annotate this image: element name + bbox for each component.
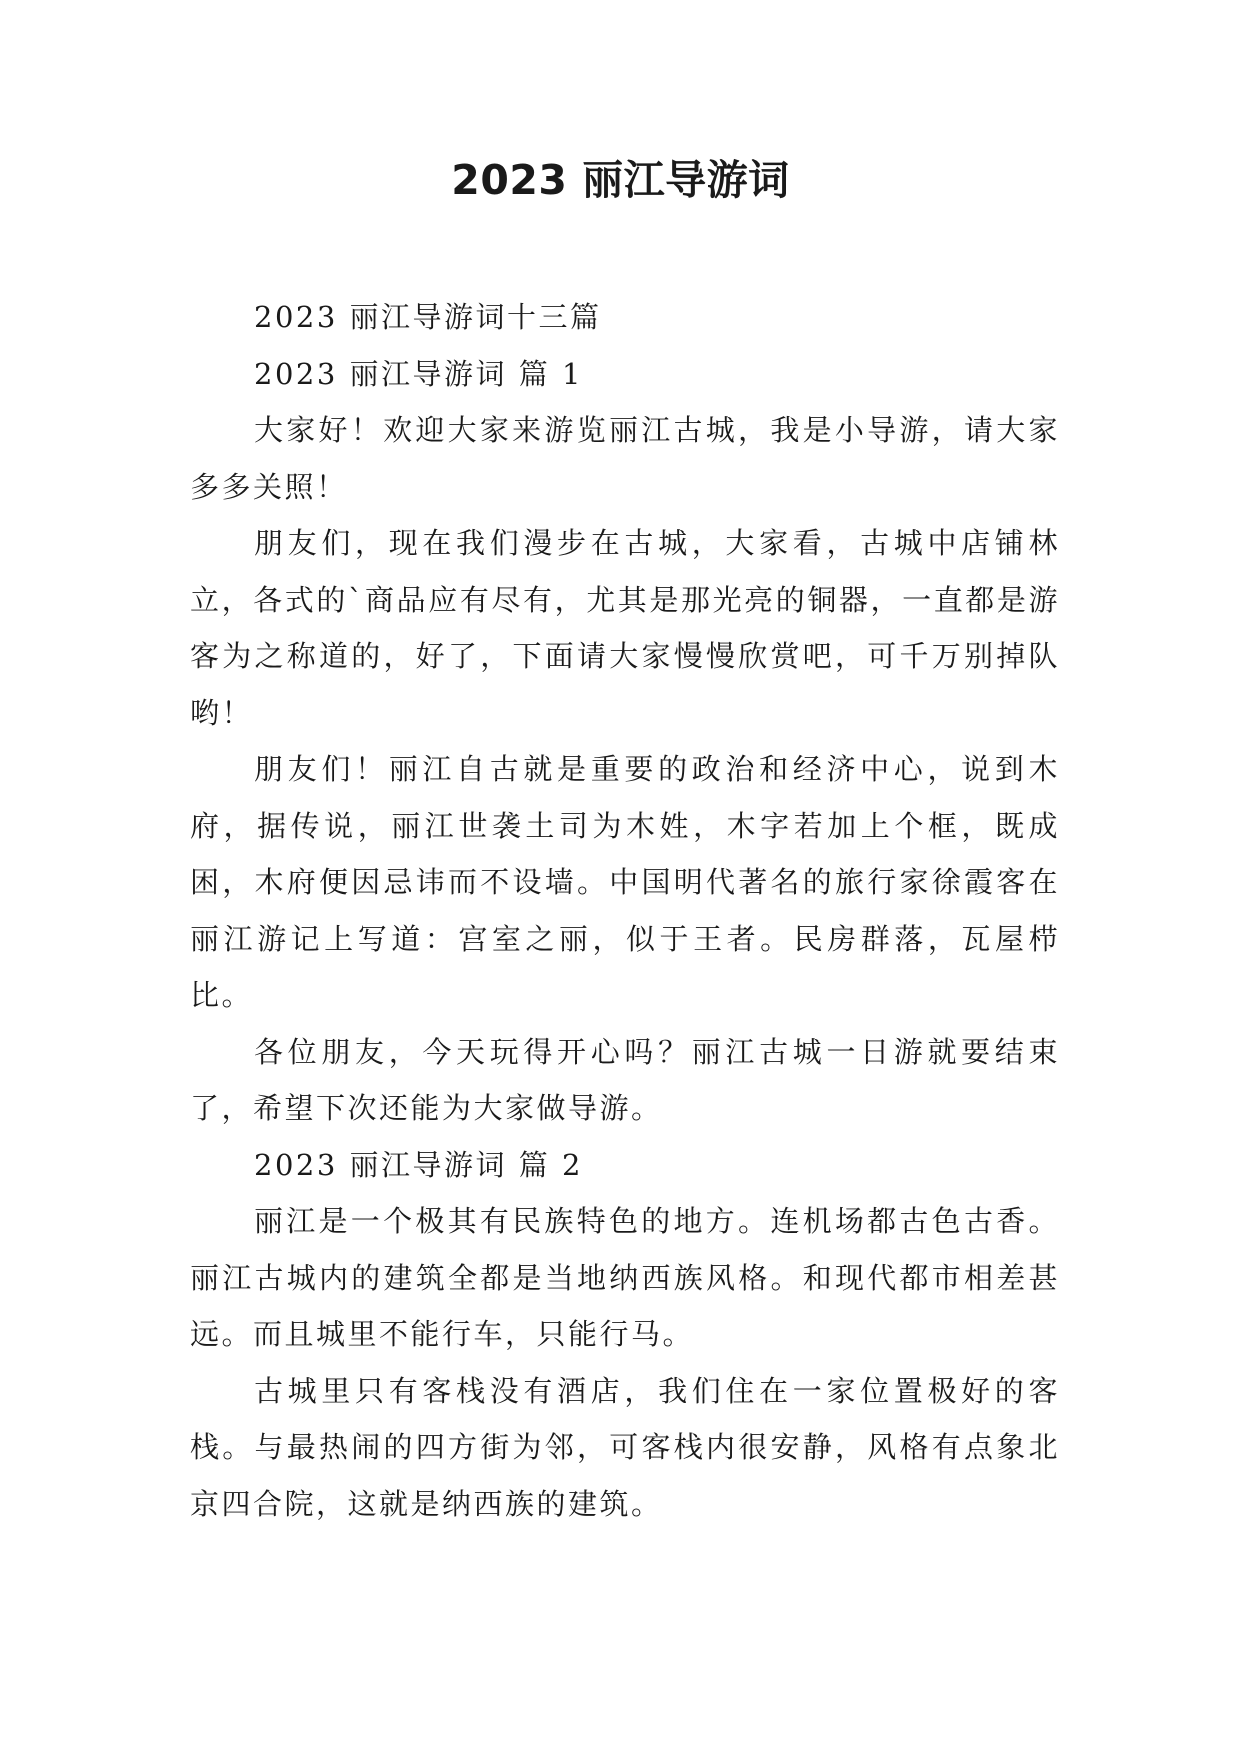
paragraph: 大家好！欢迎大家来游览丽江古城，我是小导游，请大家多多关照！ <box>190 413 1060 504</box>
document-body <box>190 289 1060 1532</box>
section-heading-2: 2023 丽江导游词 篇 2 <box>254 1147 583 1182</box>
paragraph: 朋友们！丽江自古就是重要的政治和经济中心，说到木府，据传说，丽江世袭土司为木姓，木字若加上个框，既成困，木府便因忌讳而不设墙。中国明代著名的旅行家徐霞客在丽江游记上写道：宫室之丽，似于王者。民房群落，瓦屋栉比。 <box>190 752 1060 1012</box>
document-title: 2023 丽江导游词 <box>451 156 790 204</box>
section-heading-1: 2023 丽江导游词 篇 1 <box>254 356 583 391</box>
paragraph: 丽江是一个极其有民族特色的地方。连机场都古色古香。丽江古城内的建筑全都是当地纳西族风格。和现代都市相差甚远。而且城里不能行车，只能行马。 <box>190 1204 1060 1351</box>
paragraph: 古城里只有客栈没有酒店，我们住在一家位置极好的客栈。与最热闹的四方街为邻，可客栈内很安静，风格有点象北京四合院，这就是纳西族的建筑。 <box>190 1373 1060 1521</box>
paragraph-subtitle: 2023 丽江导游词十三篇 <box>254 300 602 334</box>
paragraph: 各位朋友，今天玩得开心吗？丽江古城一日游就要结束了，希望下次还能为大家做导游。 <box>190 1034 1060 1125</box>
paragraph: 朋友们，现在我们漫步在古城，大家看，古城中店铺林立，各式的`商品应有尽有，尤其是那光亮的铜器，一直都是游客为之称道的，好了，下面请大家慢慢欣赏吧，可千万别掉队哟！ <box>190 526 1060 730</box>
